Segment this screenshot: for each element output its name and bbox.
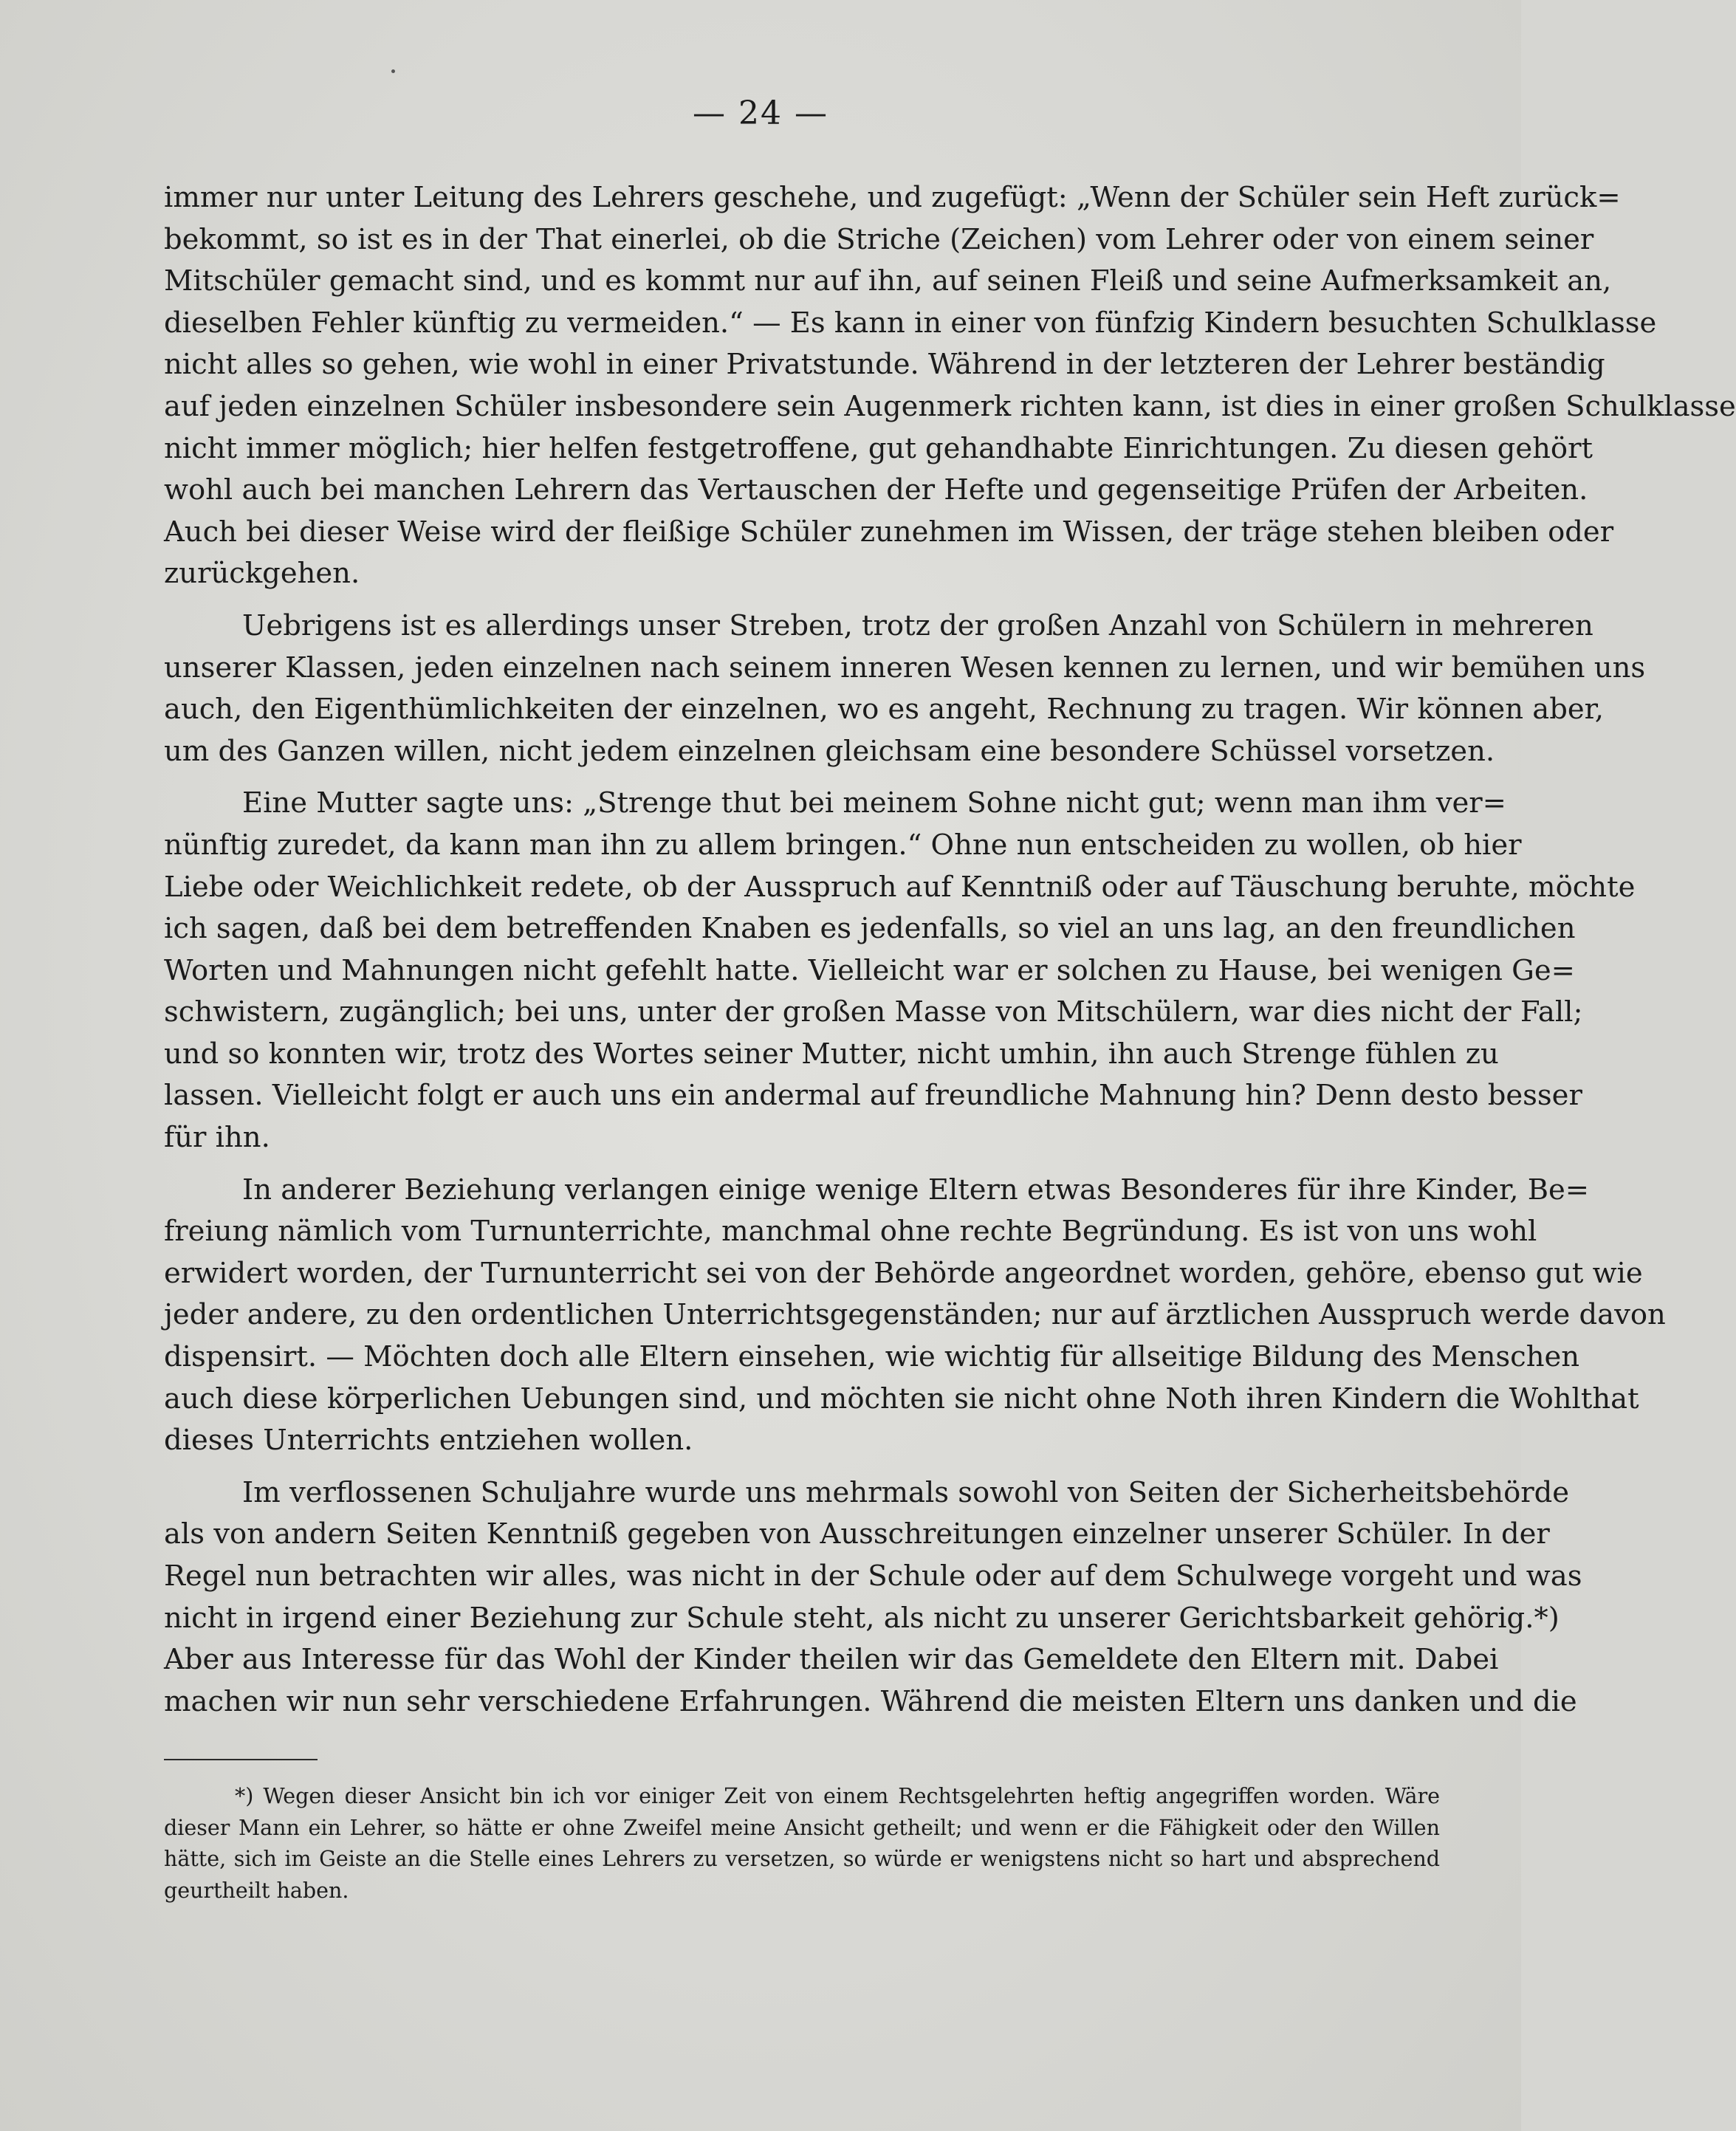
text-line: erwidert worden, der Turnunterricht sei von der Behörde angeordnet worden, gehöre, ebenso gut wie bbox=[164, 1256, 1643, 1290]
print-speck bbox=[391, 69, 395, 73]
text-line: Auch bei dieser Weise wird der fleißige Schüler zunehmen im Wissen, der träge stehen bleiben oder bbox=[164, 515, 1614, 549]
text-line: bekommt, so ist es in der That einerlei, ob die Striche (Zeichen) vom Lehrer oder von einem seiner bbox=[164, 222, 1594, 256]
text-line: immer nur unter Leitung des Lehrers geschehe, und zugefügt: „Wenn der Schüler sein Heft zurück= bbox=[164, 181, 1621, 214]
text-line: lassen. Vielleicht folgt er auch uns ein andermal auf freundliche Mahnung hin? Denn desto besser bbox=[164, 1079, 1582, 1113]
text-line: nünftig zuredet, da kann man ihn zu allem bringen.“ Ohne nun entscheiden zu wollen, ob hier bbox=[164, 828, 1522, 862]
footnote-rule bbox=[164, 1759, 318, 1760]
text-line: und so konnten wir, trotz des Wortes seiner Mutter, nicht umhin, ihn auch Strenge fühlen zu bbox=[164, 1037, 1499, 1071]
text-line: schwistern, zugänglich; bei uns, unter der großen Masse von Mitschülern, war dies nicht der Fall; bbox=[164, 995, 1583, 1029]
text-line: Regel nun betrachten wir alles, was nicht in der Schule oder auf dem Schulwege vorgeht und was bbox=[164, 1559, 1582, 1593]
footnote bbox=[164, 1781, 1440, 1907]
text-line: Worten und Mahnungen nicht gefehlt hatte. Vielleicht war er solchen zu Hause, bei wenigen Ge= bbox=[164, 953, 1575, 987]
paragraph-1 bbox=[164, 177, 1736, 595]
text-line: In anderer Beziehung verlangen einige wenige Eltern etwas Besonderes für ihre Kinder, Be= bbox=[242, 1173, 1590, 1207]
text-line: wohl auch bei manchen Lehrern das Vertauschen der Hefte und gegenseitige Prüfen der Arbeiten. bbox=[164, 473, 1588, 507]
footnote-line: hätte, sich im Geiste an die Stelle eines Lehrers zu versetzen, so würde er wenigstens nicht so hart und absprechend bbox=[164, 1847, 1440, 1871]
text-line: nicht immer möglich; hier helfen festgetroffene, gut gehandhabte Einrichtungen. Zu diesen gehört bbox=[164, 431, 1593, 465]
text-line: auch, den Eigenthümlichkeiten der einzelnen, wo es angeht, Rechnung zu tragen. Wir können aber, bbox=[164, 693, 1605, 727]
text-line: ich sagen, daß bei dem betreffenden Knaben es jedenfalls, so viel an uns lag, an den freundlichen bbox=[164, 912, 1576, 946]
text-line: machen wir nun sehr verschiedene Erfahrungen. Während die meisten Eltern uns danken und die bbox=[164, 1684, 1577, 1718]
footnote-line: *) Wegen dieser Ansicht bin ich vor einiger Zeit von einem Rechtsgelehrten heftig angegriffen worden. Wäre bbox=[235, 1784, 1440, 1808]
text-line: auch diese körperlichen Uebungen sind, und möchten sie nicht ohne Noth ihren Kindern die Wohlthat bbox=[164, 1382, 1639, 1415]
footnote-line: dieser Mann ein Lehrer, so hätte er ohne Zweifel meine Ansicht getheilt; und wenn er die Fähigkeit oder den Willen bbox=[164, 1815, 1440, 1840]
text-line: dieselben Fehler künftig zu vermeiden.“ — Es kann in einer von fünfzig Kindern besuchten Schulklasse bbox=[164, 306, 1657, 340]
text-line: nicht alles so gehen, wie wohl in einer Privatstunde. Während in der letzteren der Lehrer beständig bbox=[164, 348, 1605, 382]
text-line: jeder andere, zu den ordentlichen Unterrichtsgegenständen; nur auf ärztlichen Ausspruch werde davon bbox=[164, 1298, 1666, 1332]
text-line: dieses Unterrichts entziehen wollen. bbox=[164, 1424, 693, 1458]
paragraph-4 bbox=[164, 1170, 1666, 1462]
text-line: freiung nämlich vom Turnunterrichte, manchmal ohne rechte Begründung. Es ist von uns wohl bbox=[164, 1215, 1537, 1249]
paragraph-3 bbox=[164, 783, 1636, 1159]
text-line: Liebe oder Weichlichkeit redete, ob der Ausspruch auf Kenntniß oder auf Täuschung beruhte, möchte bbox=[164, 870, 1636, 904]
paragraph-5 bbox=[164, 1472, 1582, 1723]
text-line: Uebrigens ist es allerdings unser Streben, trotz der großen Anzahl von Schülern in mehreren bbox=[242, 608, 1593, 642]
text-line: Im verflossenen Schuljahre wurde uns mehrmals sowohl von Seiten der Sicherheitsbehörde bbox=[242, 1475, 1570, 1509]
text-line: nicht in irgend einer Beziehung zur Schule steht, als nicht zu unserer Gerichtsbarkeit gehörig.*) bbox=[164, 1601, 1560, 1635]
text-line: dispensirt. — Möchten doch alle Eltern einsehen, wie wichtig für allseitige Bildung des Menschen bbox=[164, 1340, 1580, 1374]
text-line: auf jeden einzelnen Schüler insbesondere sein Augenmerk richten kann, ist dies in einer großen Schulklasse bbox=[164, 389, 1736, 423]
text-line: zurückgehen. bbox=[164, 557, 360, 591]
footnote-line: geurtheilt haben. bbox=[164, 1878, 349, 1903]
text-line: unserer Klassen, jeden einzelnen nach seinem inneren Wesen kennen zu lernen, und wir bemühen uns bbox=[164, 651, 1646, 684]
page-number: — 24 — bbox=[693, 95, 828, 132]
main-text bbox=[164, 177, 1736, 1733]
text-line: als von andern Seiten Kenntniß gegeben von Ausschreitungen einzelner unserer Schüler. In der bbox=[164, 1517, 1550, 1551]
text-line: Eine Mutter sagte uns: „Strenge thut bei meinem Sohne nicht gut; wenn man ihm ver= bbox=[242, 786, 1506, 820]
text-line: Mitschüler gemacht sind, und es kommt nur auf ihn, auf seinen Fleiß und seine Aufmerksamkeit an, bbox=[164, 264, 1612, 298]
paragraph-2 bbox=[164, 605, 1646, 772]
text-line: für ihn. bbox=[164, 1121, 270, 1155]
text-line: um des Ganzen willen, nicht jedem einzelnen gleichsam eine besondere Schüssel vorsetzen. bbox=[164, 734, 1495, 768]
text-line: Aber aus Interesse für das Wohl der Kinder theilen wir das Gemeldete den Eltern mit. Dabei bbox=[164, 1643, 1499, 1677]
